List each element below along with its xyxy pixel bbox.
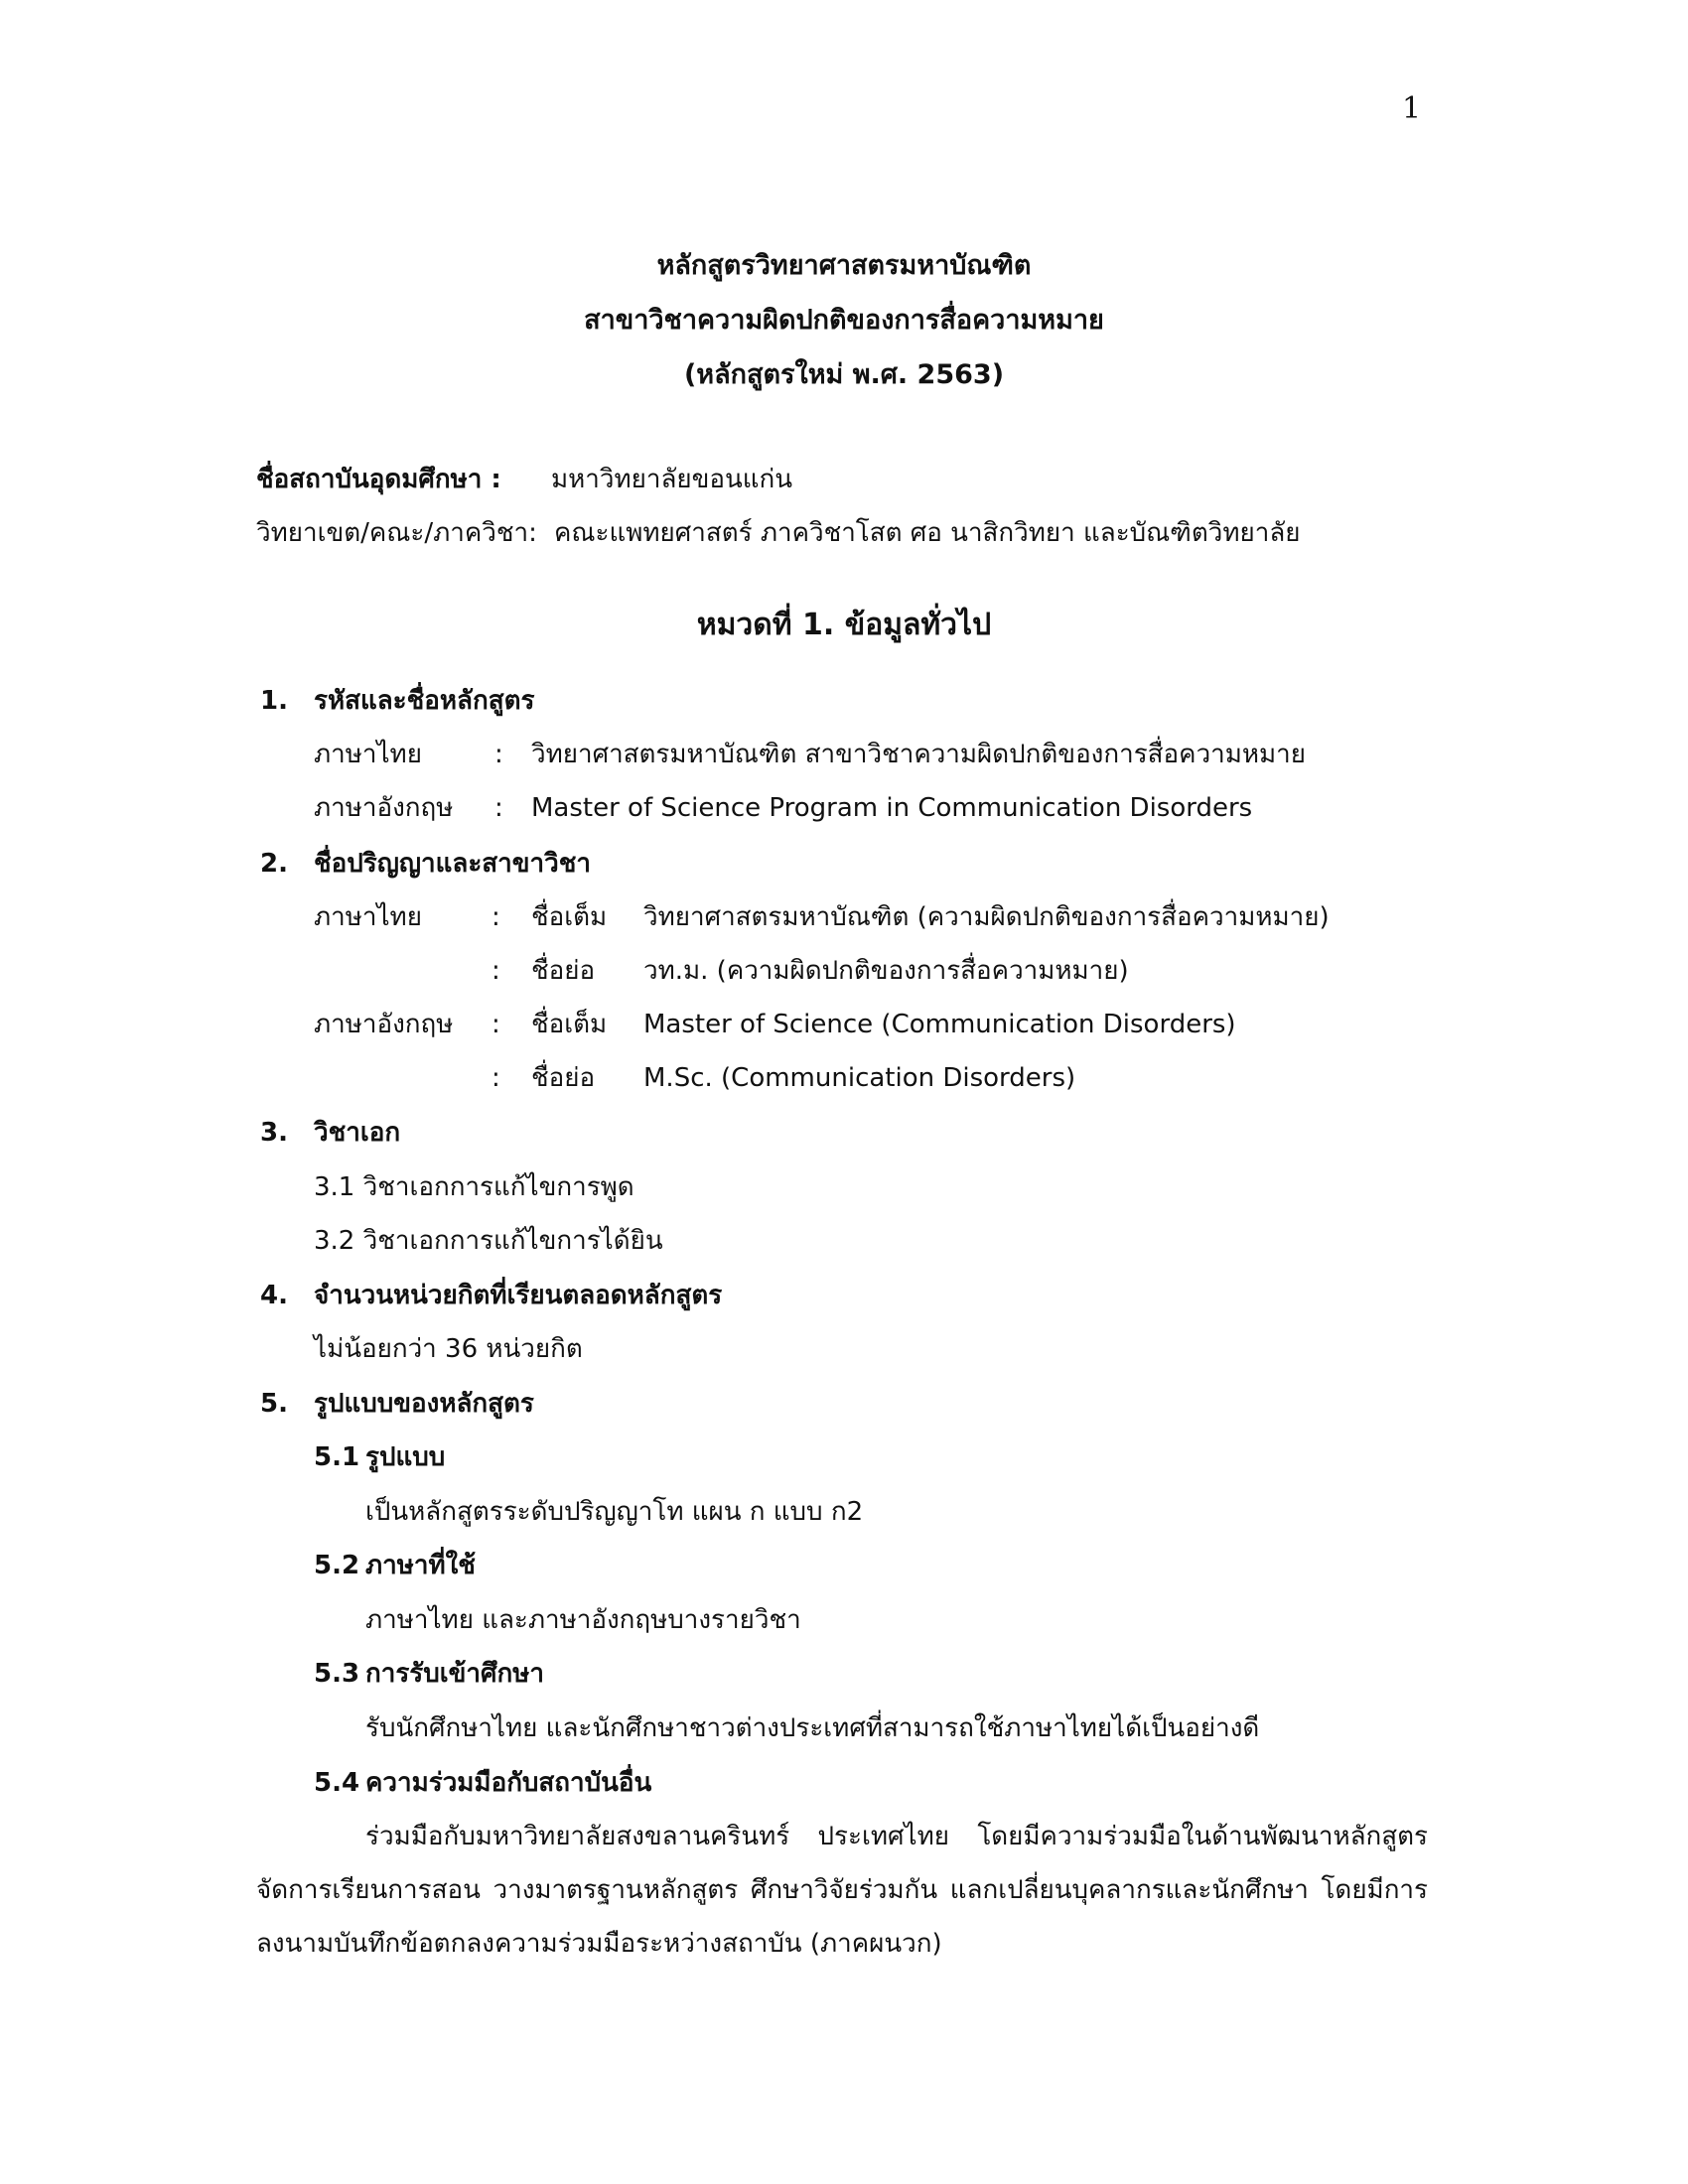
s5-4-number: 5.4 <box>314 1768 360 1798</box>
s5-2-number: 5.2 <box>314 1551 360 1580</box>
s5-3-body: รับนักศึกษาไทย และนักศึกษาชาวต่างประเทศที่สามารถใช้ภาษาไทยได้เป็นอย่างดี <box>365 1713 1260 1743</box>
title-line-3: (หลักสูตรใหม่ พ.ศ. 2563) <box>683 359 1005 390</box>
section-4-heading: จำนวนหน่วยกิตที่เรียนตลอดหลักสูตร <box>314 1281 723 1310</box>
section-4-number: 4. <box>260 1281 288 1310</box>
s2-thai-label: ภาษาไทย <box>314 902 422 932</box>
section-5-heading: รูปแบบของหลักสูตร <box>314 1389 534 1419</box>
s2-thai-abbr: วท.ม. (ความผิดปกติของการสื่อความหมาย) <box>643 956 1129 986</box>
institution-value: มหาวิทยาลัยขอนแก่น <box>551 465 793 494</box>
s5-1-heading: รูปแบบ <box>365 1442 446 1472</box>
s2-colon: : <box>492 1063 500 1093</box>
s5-2-heading: ภาษาที่ใช้ <box>365 1551 476 1580</box>
title-line-1: หลักสูตรวิทยาศาสตรมหาบัณฑิต <box>656 250 1032 281</box>
chapter-title: หมวดที่ 1. ข้อมูลทั่วไป <box>696 608 992 642</box>
s5-4-body-paragraph <box>256 1810 1428 1971</box>
s3-item: 3.1 วิชาเอกการแก้ไขการพูด <box>314 1172 634 1202</box>
s1-eng-colon: : <box>494 793 503 823</box>
s5-1-body: เป็นหลักสูตรระดับปริญญาโท แผน ก แบบ ก2 <box>365 1497 864 1527</box>
s2-abbr-label: ชื่อย่อ <box>531 956 596 986</box>
s5-4-heading: ความร่วมมือกับสถาบันอื่น <box>365 1768 652 1798</box>
s2-eng-label: ภาษาอังกฤษ <box>314 1010 454 1039</box>
s1-thai-value: วิทยาศาสตรมหาบัณฑิต สาขาวิชาความผิดปกติของการสื่อความหมาย <box>531 740 1307 769</box>
title-block <box>0 238 1688 402</box>
campus-value: คณะแพทยศาสตร์ ภาควิชาโสต ศอ นาสิกวิทยา และบัณฑิตวิทยาลัย <box>554 518 1301 548</box>
section-3-heading: วิชาเอก <box>314 1118 401 1148</box>
section-1-heading: รหัสและชื่อหลักสูตร <box>314 686 535 716</box>
s2-eng-full: Master of Science (Communication Disorders) <box>643 1010 1236 1039</box>
s3-item: 3.2 วิชาเอกการแก้ไขการได้ยิน <box>314 1226 663 1256</box>
s1-eng-value: Master of Science Program in Communication Disorders <box>531 793 1253 823</box>
title-line-2: สาขาวิชาความผิดปกติของการสื่อความหมาย <box>584 305 1104 336</box>
s5-4-body: ร่วมมือกับมหาวิทยาลัยสงขลานครินทร์ ประเทศไทย โดยมีความร่วมมือในด้านพัฒนาหลักสูตร จัดการเรียนการสอน วางมาตรฐานหลักสูตร ศึกษาวิจัยร่วมกัน แลกเปลี่ยนบุคลากรและนักศึกษา โดยมีการลงนามบันทึกข้อตกลงความร่วมมือระหว่างสถาบัน (ภาคผนวก) <box>256 1822 1428 1959</box>
section-2-number: 2. <box>260 849 288 879</box>
s5-1-number: 5.1 <box>314 1442 360 1472</box>
s5-3-heading: การรับเข้าศึกษา <box>365 1659 545 1689</box>
s2-colon: : <box>492 902 500 932</box>
s2-colon: : <box>492 956 500 986</box>
s2-eng-abbr: M.Sc. (Communication Disorders) <box>643 1063 1076 1093</box>
campus-label: วิทยาเขต/คณะ/ภาควิชา: <box>256 518 537 548</box>
section-3-number: 3. <box>260 1118 288 1148</box>
section-5-number: 5. <box>260 1389 288 1419</box>
s1-thai-label: ภาษาไทย <box>314 740 422 769</box>
s5-2-body: ภาษาไทย และภาษาอังกฤษบางรายวิชา <box>365 1605 801 1635</box>
s2-colon: : <box>492 1010 500 1039</box>
s2-full-label: ชื่อเต็ม <box>531 1010 608 1039</box>
institution-label: ชื่อสถาบันอุดมศึกษา : <box>256 465 501 494</box>
s4-body: ไม่น้อยกว่า 36 หน่วยกิต <box>314 1334 583 1364</box>
page-number: 1 <box>1402 91 1422 126</box>
section-1-number: 1. <box>260 686 288 716</box>
section-2-heading: ชื่อปริญญาและสาขาวิชา <box>314 849 591 879</box>
s1-thai-colon: : <box>494 740 503 769</box>
s2-thai-full: วิทยาศาสตรมหาบัณฑิต (ความผิดปกติของการสื่อความหมาย) <box>643 902 1330 932</box>
s2-full-label: ชื่อเต็ม <box>531 902 608 932</box>
s2-abbr-label: ชื่อย่อ <box>531 1063 596 1093</box>
s5-3-number: 5.3 <box>314 1659 360 1689</box>
s1-eng-label: ภาษาอังกฤษ <box>314 793 454 823</box>
